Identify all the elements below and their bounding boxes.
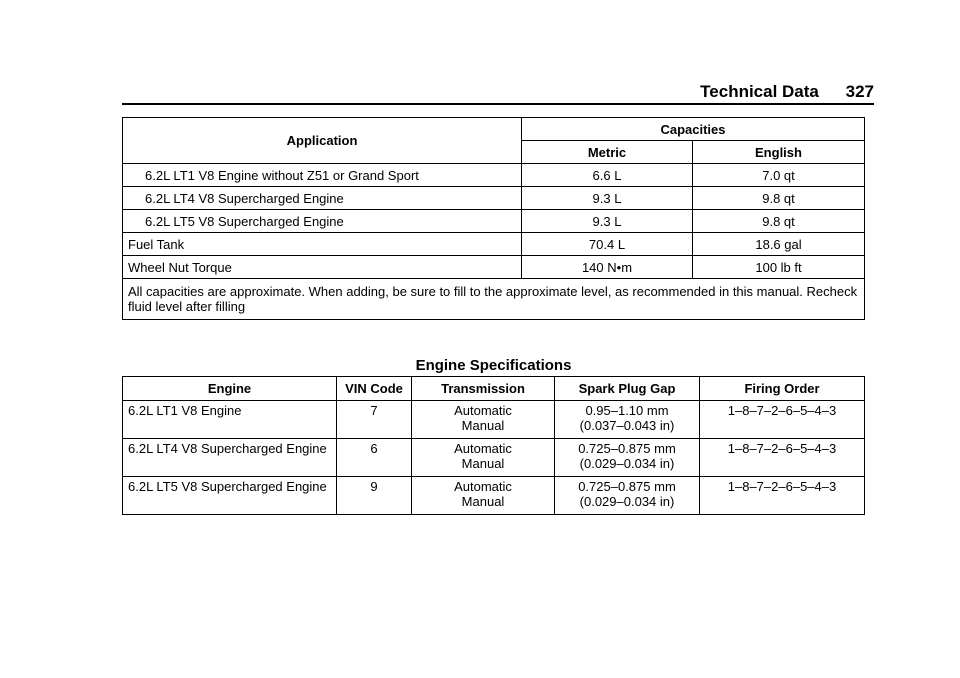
capacities-header-row bbox=[123, 118, 865, 141]
table-row bbox=[123, 256, 865, 279]
page-number: 327 bbox=[845, 82, 874, 101]
firing-order-cell: 1–8–7–2–6–5–4–3 bbox=[700, 401, 865, 439]
application-cell: Wheel Nut Torque bbox=[123, 256, 522, 279]
header-application: Application bbox=[123, 118, 522, 164]
header-transmission: Transmission bbox=[412, 377, 555, 401]
transmission-cell: Automatic Manual bbox=[412, 477, 555, 515]
transmission-cell: Automatic Manual bbox=[412, 401, 555, 439]
table-row bbox=[123, 401, 865, 439]
spark-plug-gap-cell: 0.725–0.875 mm (0.029–0.034 in) bbox=[555, 477, 700, 515]
capacities-table bbox=[122, 117, 865, 320]
engine-cell: 6.2L LT4 V8 Supercharged Engine bbox=[123, 439, 337, 477]
english-cell: 9.8 qt bbox=[693, 210, 865, 233]
page-header bbox=[122, 82, 874, 104]
vin-cell: 6 bbox=[337, 439, 412, 477]
english-cell: 7.0 qt bbox=[693, 164, 865, 187]
table-row bbox=[123, 439, 865, 477]
spark-plug-gap-cell: 0.95–1.10 mm (0.037–0.043 in) bbox=[555, 401, 700, 439]
metric-cell: 9.3 L bbox=[522, 210, 693, 233]
header-engine: Engine bbox=[123, 377, 337, 401]
application-cell: Fuel Tank bbox=[123, 233, 522, 256]
header-firing-order: Firing Order bbox=[700, 377, 865, 401]
section-title: Technical Data bbox=[700, 82, 819, 101]
table-row bbox=[123, 210, 865, 233]
engine-cell: 6.2L LT5 V8 Supercharged Engine bbox=[123, 477, 337, 515]
metric-cell: 70.4 L bbox=[522, 233, 693, 256]
note-row bbox=[123, 279, 865, 320]
application-cell: 6.2L LT4 V8 Supercharged Engine bbox=[123, 187, 522, 210]
metric-cell: 9.3 L bbox=[522, 187, 693, 210]
header-capacities: Capacities bbox=[522, 118, 865, 141]
vin-cell: 7 bbox=[337, 401, 412, 439]
english-cell: 100 lb ft bbox=[693, 256, 865, 279]
application-cell: 6.2L LT1 V8 Engine without Z51 or Grand Sport bbox=[123, 164, 522, 187]
firing-order-cell: 1–8–7–2–6–5–4–3 bbox=[700, 439, 865, 477]
capacities-note: All capacities are approximate. When adding, be sure to fill to the approximate level, as recommended in this manual. Recheck fluid level after filling bbox=[123, 279, 865, 320]
header-english: English bbox=[693, 141, 865, 164]
english-cell: 18.6 gal bbox=[693, 233, 865, 256]
application-cell: 6.2L LT5 V8 Supercharged Engine bbox=[123, 210, 522, 233]
header-spark-plug-gap: Spark Plug Gap bbox=[555, 377, 700, 401]
engine-specs-title: Engine Specifications bbox=[415, 357, 572, 374]
vin-cell: 9 bbox=[337, 477, 412, 515]
table-row bbox=[123, 233, 865, 256]
table-row bbox=[123, 187, 865, 210]
metric-cell: 6.6 L bbox=[522, 164, 693, 187]
spark-plug-gap-cell: 0.725–0.875 mm (0.029–0.034 in) bbox=[555, 439, 700, 477]
table-row bbox=[123, 477, 865, 515]
header-rule bbox=[122, 103, 874, 105]
header-vin: VIN Code bbox=[337, 377, 412, 401]
table-row bbox=[123, 164, 865, 187]
engine-cell: 6.2L LT1 V8 Engine bbox=[123, 401, 337, 439]
metric-cell: 140 N•m bbox=[522, 256, 693, 279]
engine-specs-table bbox=[122, 376, 865, 515]
firing-order-cell: 1–8–7–2–6–5–4–3 bbox=[700, 477, 865, 515]
english-cell: 9.8 qt bbox=[693, 187, 865, 210]
header-metric: Metric bbox=[522, 141, 693, 164]
engine-specs-header-row bbox=[123, 377, 865, 401]
transmission-cell: Automatic Manual bbox=[412, 439, 555, 477]
